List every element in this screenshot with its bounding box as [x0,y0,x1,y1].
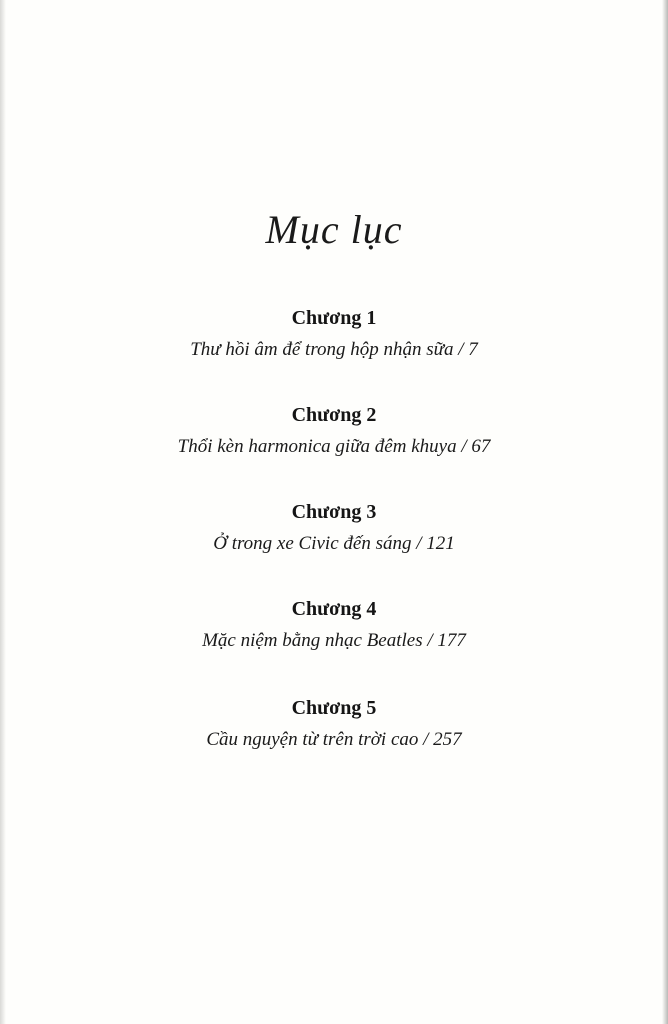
toc-entry-chapter-5 [0,696,668,752]
toc-entry-chapter-2 [0,403,668,459]
chapter-label: Chương 2 [291,404,377,426]
chapter-title: Thổi kèn harmonica giữa đêm khuya / 67 [177,436,491,457]
chapter-label: Chương 5 [291,697,377,719]
chapter-title: Mặc niệm bằng nhạc Beatles / 177 [202,630,466,651]
chapter-label: Chương 1 [291,307,377,329]
chapter-label: Chương 4 [291,598,377,620]
chapter-title: Ở trong xe Civic đến sáng / 121 [213,533,455,554]
chapter-title: Thư hồi âm để trong hộp nhận sữa / 7 [190,339,478,360]
toc-entry-chapter-1 [0,306,668,362]
toc-entry-chapter-4 [0,597,668,653]
chapter-label: Chương 3 [291,501,377,523]
toc-title: Mục lục [265,207,403,252]
chapter-title: Cầu nguyện từ trên trời cao / 257 [206,729,462,750]
toc-entry-chapter-3 [0,500,668,556]
